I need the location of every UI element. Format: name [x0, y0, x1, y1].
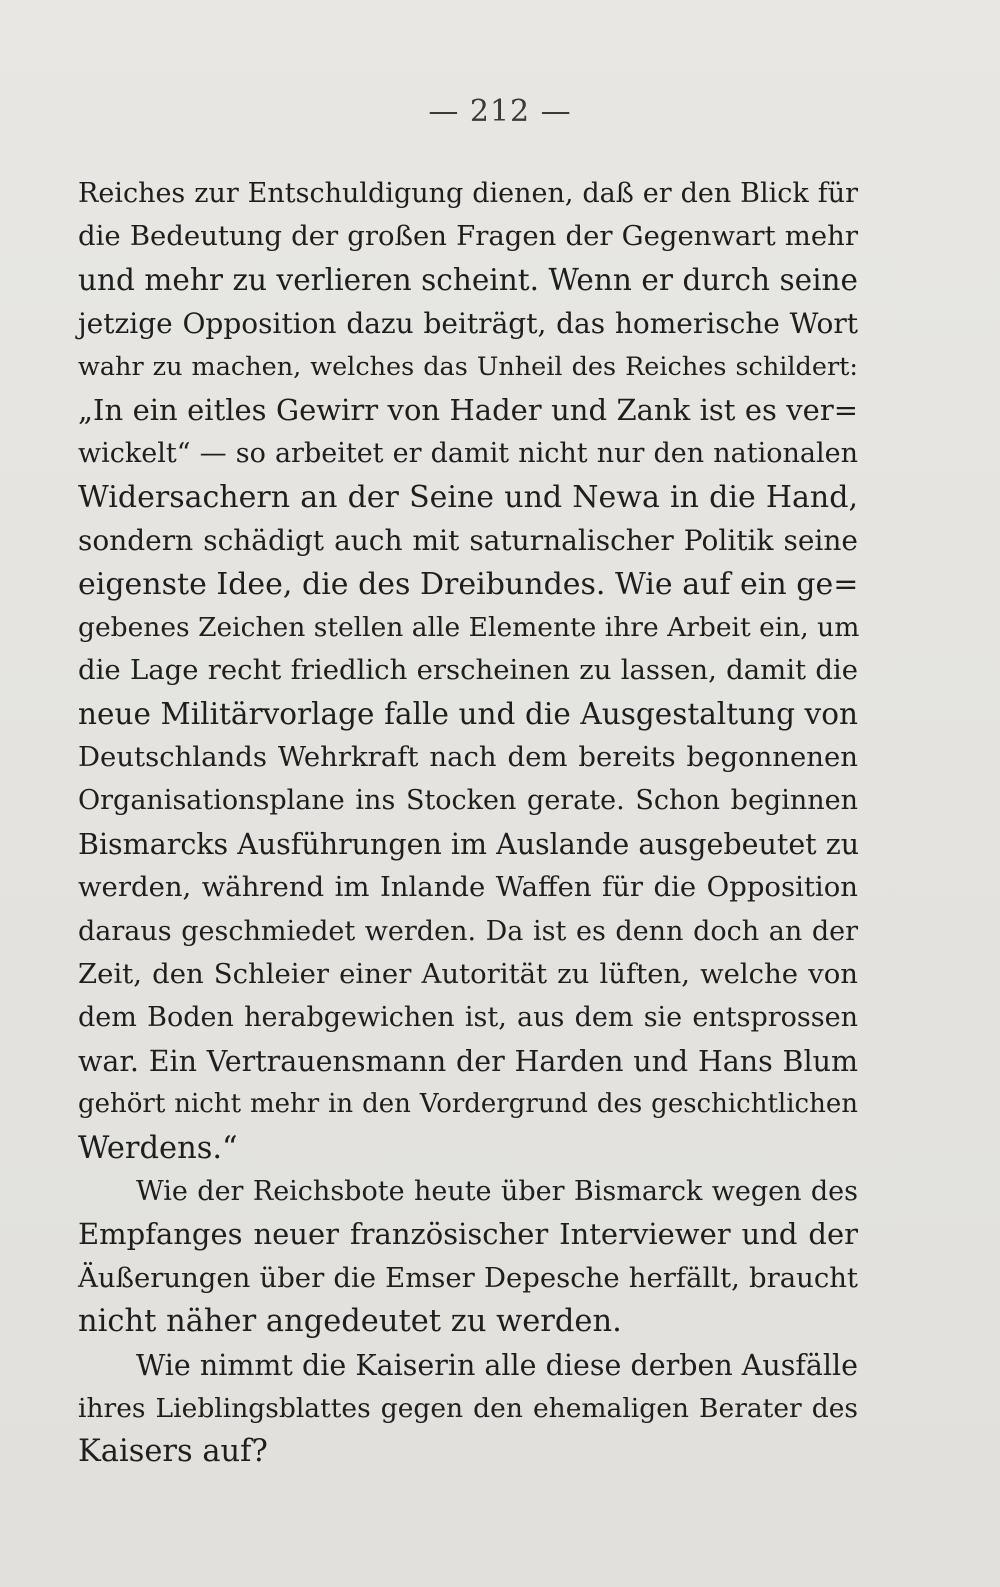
- text-line: wickelt“ — so arbeitet er damit nicht nur den nationalen: [78, 438, 858, 470]
- text-line: und mehr zu verlieren scheint. Wenn er durch seine: [78, 262, 858, 297]
- text-line: Widersachern an der Seine und Newa in die Hand,: [78, 479, 858, 515]
- text-line: jetzige Opposition dazu beiträgt, das homerische Wort: [78, 307, 858, 341]
- text-line: dem Boden herabgewichen ist, aus dem sie entsprossen: [78, 1002, 858, 1034]
- text-line: Deutschlands Wehrkraft nach dem bereits begonnenen: [78, 741, 858, 774]
- text-line: Äußerungen über die Emser Depesche herfällt, braucht: [78, 1261, 858, 1294]
- text-line: die Lage recht friedlich erscheinen zu lassen, damit die: [78, 654, 858, 687]
- text-line: daraus geschmiedet werden. Da ist es denn doch an der: [78, 915, 858, 947]
- text-line: die Bedeutung der großen Fragen der Gegenwart mehr: [78, 220, 858, 253]
- text-line: wahr zu machen, welches das Unheil des Reiches schildert:: [78, 351, 858, 382]
- paragraph-2: [78, 1170, 858, 1344]
- text-line: Zeit, den Schleier einer Autorität zu lüften, welche von: [78, 958, 858, 991]
- paragraph-1: [78, 172, 858, 1170]
- text-line: nicht näher angedeutet zu werden.: [78, 1304, 622, 1340]
- text-line: sondern schädigt auch mit saturnalischer Politik seine: [78, 524, 858, 558]
- text-line: Bismarcks Ausführungen im Auslande ausgebeutet zu: [78, 827, 860, 861]
- text-line: Reiches zur Entschuldigung dienen, daß er den Blick für: [78, 178, 858, 209]
- text-line: Organisationsplane ins Stocken gerate. Schon beginnen: [78, 785, 858, 817]
- text-line: gehört nicht mehr in den Vordergrund des geschichtlichen: [78, 1089, 858, 1120]
- text-line: neue Militärvorlage falle und die Ausgestaltung von: [78, 696, 858, 731]
- paragraph-3: [78, 1344, 858, 1474]
- text-line: Werdens.“: [78, 1130, 238, 1166]
- text-line: Wie der Reichsbote heute über Bismarck wegen des: [136, 1175, 858, 1207]
- page-number: — 212 —: [428, 94, 572, 129]
- text-line: werden, während im Inlande Waffen für die Opposition: [78, 871, 858, 904]
- text-line: „In ein eitles Gewirr von Hader und Zank ist es ver=: [78, 392, 858, 427]
- text-line: Empfanges neuer französischer Interviewer und der: [78, 1217, 858, 1252]
- text-line: gebenes Zeichen stellen alle Elemente ihre Arbeit ein, um: [78, 611, 860, 643]
- text-line: Wie nimmt die Kaiserin alle diese derben Ausfälle: [136, 1348, 858, 1382]
- text-line: eigenste Idee, die des Dreibundes. Wie auf ein ge=: [78, 566, 859, 602]
- text-line: Kaisers auf?: [78, 1434, 268, 1470]
- text-line: war. Ein Vertrauensmann der Harden und Hans Blum: [78, 1044, 858, 1078]
- body-text: [78, 172, 858, 1474]
- text-line: ihres Lieblingsblattes gegen den ehemaligen Berater des: [78, 1392, 858, 1424]
